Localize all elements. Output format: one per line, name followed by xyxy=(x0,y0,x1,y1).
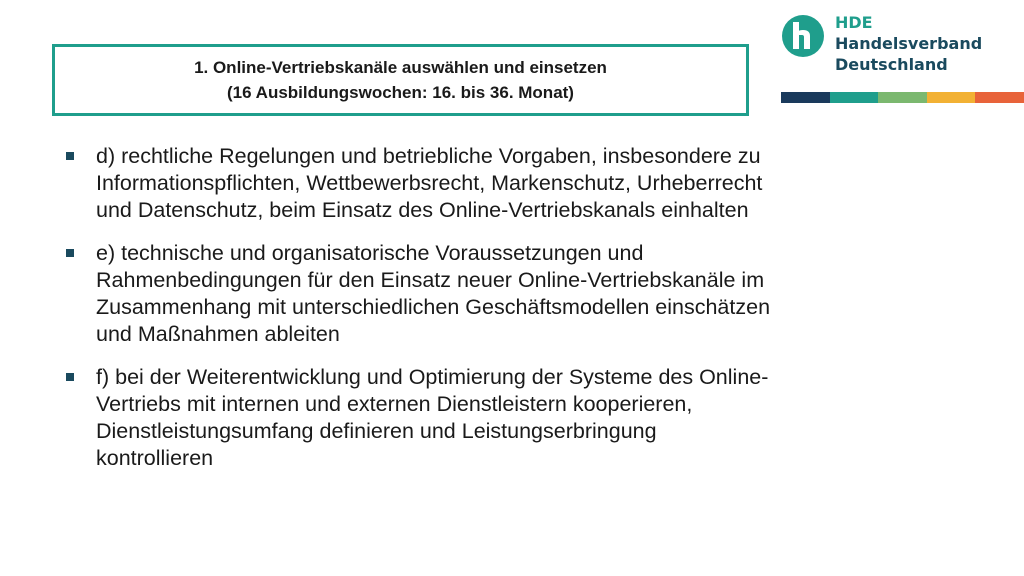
hde-h-logo-icon xyxy=(781,14,825,58)
square-bullet-icon xyxy=(66,373,74,381)
bullet-item xyxy=(62,143,942,224)
logo-text-hde: HDE xyxy=(835,13,873,32)
color-bar-segment xyxy=(975,92,1024,103)
hde-logo xyxy=(781,12,996,86)
bullet-text-line: Informationspflichten, Wettbewerbsrecht, Markenschutz, Urheberrecht xyxy=(96,171,763,195)
slide-subtitle: (16 Ausbildungswochen: 16. bis 36. Monat) xyxy=(227,83,574,102)
bullet-text-line: e) technische und organisatorische Voraussetzungen und xyxy=(96,241,644,265)
square-bullet-icon xyxy=(66,249,74,257)
bullet-text-line: Rahmenbedingungen für den Einsatz neuer Online-Vertriebskanäle im xyxy=(96,268,765,292)
square-bullet-icon xyxy=(66,152,74,160)
bullet-item xyxy=(62,240,942,348)
slide-title-box xyxy=(52,44,749,116)
bullet-text-line: f) bei der Weiterentwicklung und Optimierung der Systeme des Online- xyxy=(96,365,769,389)
bullet-text-line: kontrollieren xyxy=(96,446,214,470)
logo-text-deutschland: Deutschland xyxy=(835,55,948,74)
color-bar-segment xyxy=(878,92,927,103)
bullet-item xyxy=(62,364,942,472)
bullet-text-line: und Datenschutz, beim Einsatz des Online-Vertriebskanals einhalten xyxy=(96,198,749,222)
bullet-text-line: Zusammenhang mit unterschiedlichen Geschäftsmodellen einschätzen xyxy=(96,295,771,319)
brand-color-bar xyxy=(781,92,1024,103)
logo-wordmark xyxy=(835,12,982,75)
logo-text-handelsverband: Handelsverband xyxy=(835,34,983,53)
slide-title: 1. Online-Vertriebskanäle auswählen und einsetzen xyxy=(194,58,607,77)
bullet-text-line: und Maßnahmen ableiten xyxy=(96,322,340,346)
color-bar-segment xyxy=(830,92,879,103)
bullet-text-line: Dienstleistungsumfang definieren und Leistungserbringung xyxy=(96,419,657,443)
color-bar-segment xyxy=(781,92,830,103)
color-bar-segment xyxy=(927,92,976,103)
bullet-text-line: Vertriebs mit internen und externen Dienstleistern kooperieren, xyxy=(96,392,693,416)
bullet-text-line: d) rechtliche Regelungen und betriebliche Vorgaben, insbesondere zu xyxy=(96,144,761,168)
bullet-list xyxy=(62,143,942,488)
